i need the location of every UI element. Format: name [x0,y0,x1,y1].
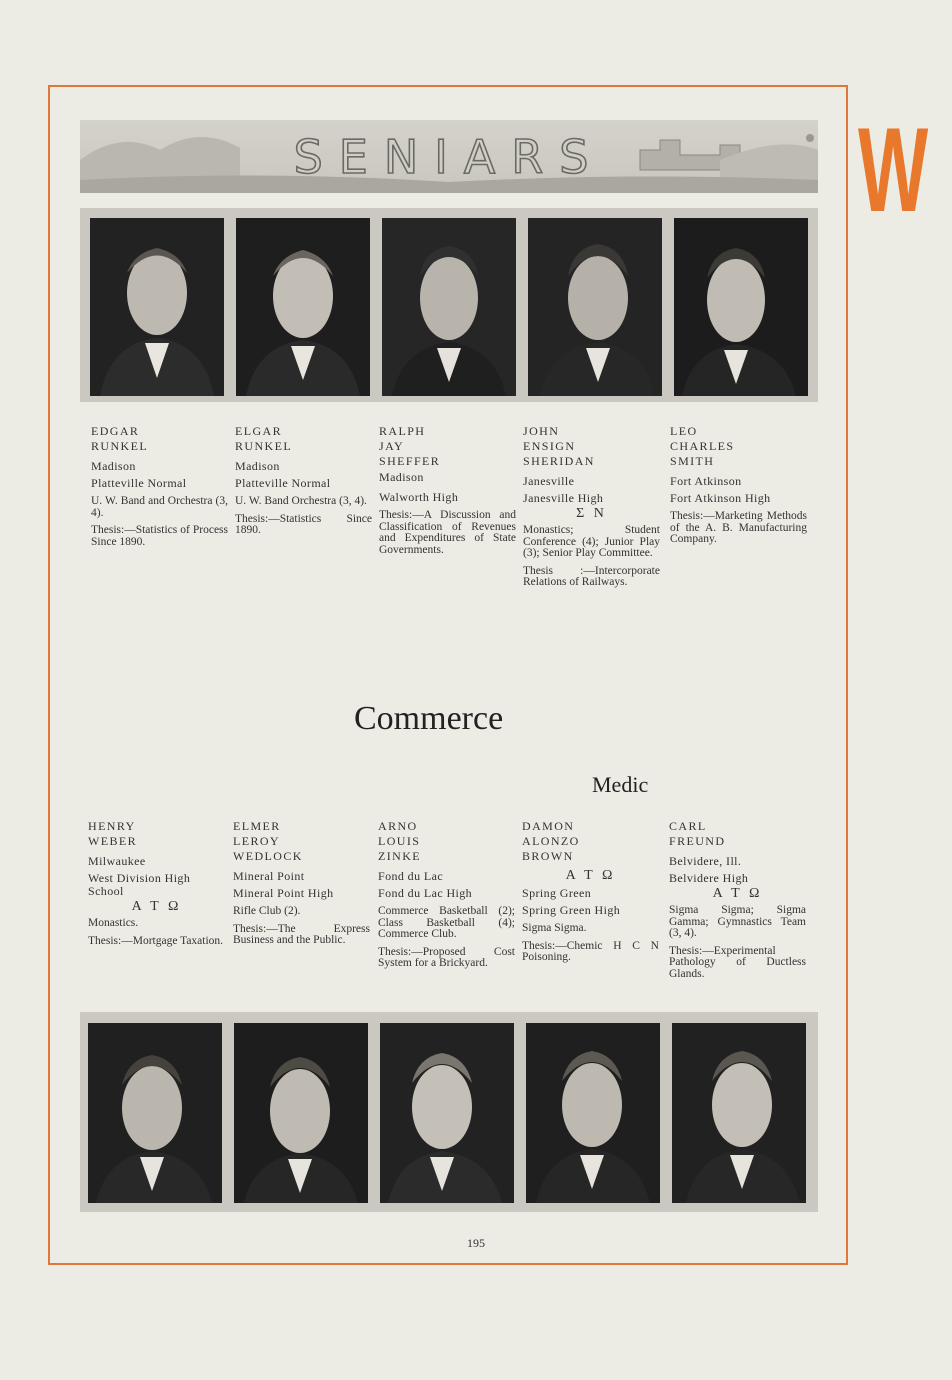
hometown: Spring Green [522,886,592,900]
portrait-photo [528,218,662,396]
fraternity-letters: A T Ω [712,886,763,901]
portrait-photo [236,218,370,396]
school: Walworth High [379,490,459,504]
senior-name: HENRY WEBER [88,819,137,848]
fraternity-letters: A T Ω [565,868,616,883]
portrait-photo [674,218,808,396]
senior-entry [522,819,659,964]
senior-entry [91,424,228,548]
hometown: Fond du Lac [378,869,444,883]
activities: Sigma Sigma; Sigma Gamma; Gymnastics Team (3, 4). [669,904,806,939]
senior-entry [378,819,515,970]
thesis: Thesis:—A Discussion and Classification of Revenues and Expenditures of State Governments. [379,509,516,556]
senior-name: ELMER LEROY WEDLOCK [233,819,303,863]
hometown: Madison [91,459,136,473]
senior-name: ARNO LOUIS ZINKE [378,819,421,863]
school: Mineral Point High [233,886,334,900]
senior-name: ELGAR RUNKEL [235,424,293,453]
thesis: Thesis:—Statistics of Process Since 1890. [91,524,228,548]
senior-entry [233,819,370,947]
hometown: Belvidere, Ill. [669,854,742,868]
medic-section-title: Medic [592,772,649,797]
thesis: Thesis:—Proposed Cost System for a Brickyard. [378,945,515,969]
senior-entry [670,424,807,546]
senior-name: JOHN ENSIGN SHERIDAN [523,424,595,468]
senior-name: DAMON ALONZO BROWN [522,819,580,863]
senior-name: LEO CHARLES SMITH [670,424,735,468]
portrait-photo [234,1023,368,1203]
hometown: Janesville [523,474,575,488]
activities: Commerce Basketball (2); Class Basketball (4); Commerce Club. [378,905,515,940]
side-tab-letter: W [858,103,929,237]
activities: U. W. Band and Orchestra (3, 4). [91,495,228,519]
portrait-photo [90,218,224,396]
thesis: Thesis :—Intercorporate Relations of Railways. [523,564,660,588]
portrait-photo [382,218,516,396]
senior-entry [669,819,806,980]
activities: Monastics. [88,917,139,929]
thesis: Thesis:—Marketing Methods of the A. B. Manufacturing Company. [670,510,807,545]
fraternity-letters: A T Ω [131,899,182,914]
top-photo-strip [80,208,818,402]
school: Platteville Normal [235,476,331,490]
senior-entry [235,424,372,537]
activities: Rifle Club (2). [233,905,301,917]
school: West Division High School [88,871,191,898]
thesis: Thesis:—Statistics Since 1890. [235,512,372,536]
senior-entry [379,424,516,556]
thesis: Thesis:—Mortgage Taxation. [88,934,224,947]
portrait-photo [88,1023,222,1203]
seniors-banner [80,120,818,193]
hometown: Madison [379,470,424,484]
senior-name: EDGAR RUNKEL [91,424,149,453]
school: Spring Green High [522,903,621,917]
portrait-photo [672,1023,806,1203]
fraternity-letters: Σ N [576,506,607,521]
hometown: Mineral Point [233,869,305,883]
banner-title: SENIARS [293,130,605,184]
bottom-photo-strip [80,1012,818,1212]
thesis: Thesis:—Experimental Pathology of Ductless Glands. [669,944,806,980]
hometown: Madison [235,459,280,473]
hometown: Fort Atkinson [670,474,742,488]
school: Fort Atkinson High [670,491,771,505]
senior-entry [88,819,225,947]
senior-name: CARL FREUND [669,819,726,848]
activities: Sigma Sigma. [522,922,587,934]
school: Belvidere High [669,871,749,885]
school: Platteville Normal [91,476,187,490]
activities: U. W. Band Orchestra (3, 4). [235,495,367,507]
activities: Monastics; Student Conference (4); Junior Play (3); Senior Play Committee. [523,524,660,559]
senior-entry [523,424,660,589]
senior-name: RALPH JAY SHEFFER [379,424,441,468]
portrait-photo [526,1023,660,1203]
hometown: Milwaukee [88,854,146,868]
school: Fond du Lac High [378,886,473,900]
school: Janesville High [523,491,604,505]
commerce-section-title: Commerce [354,700,504,737]
thesis: Thesis:—Chemic H C N Poisoning. [522,939,659,963]
portrait-photo [380,1023,514,1203]
thesis: Thesis:—The Express Business and the Public. [233,922,370,946]
page-number: 195 [467,1236,485,1250]
